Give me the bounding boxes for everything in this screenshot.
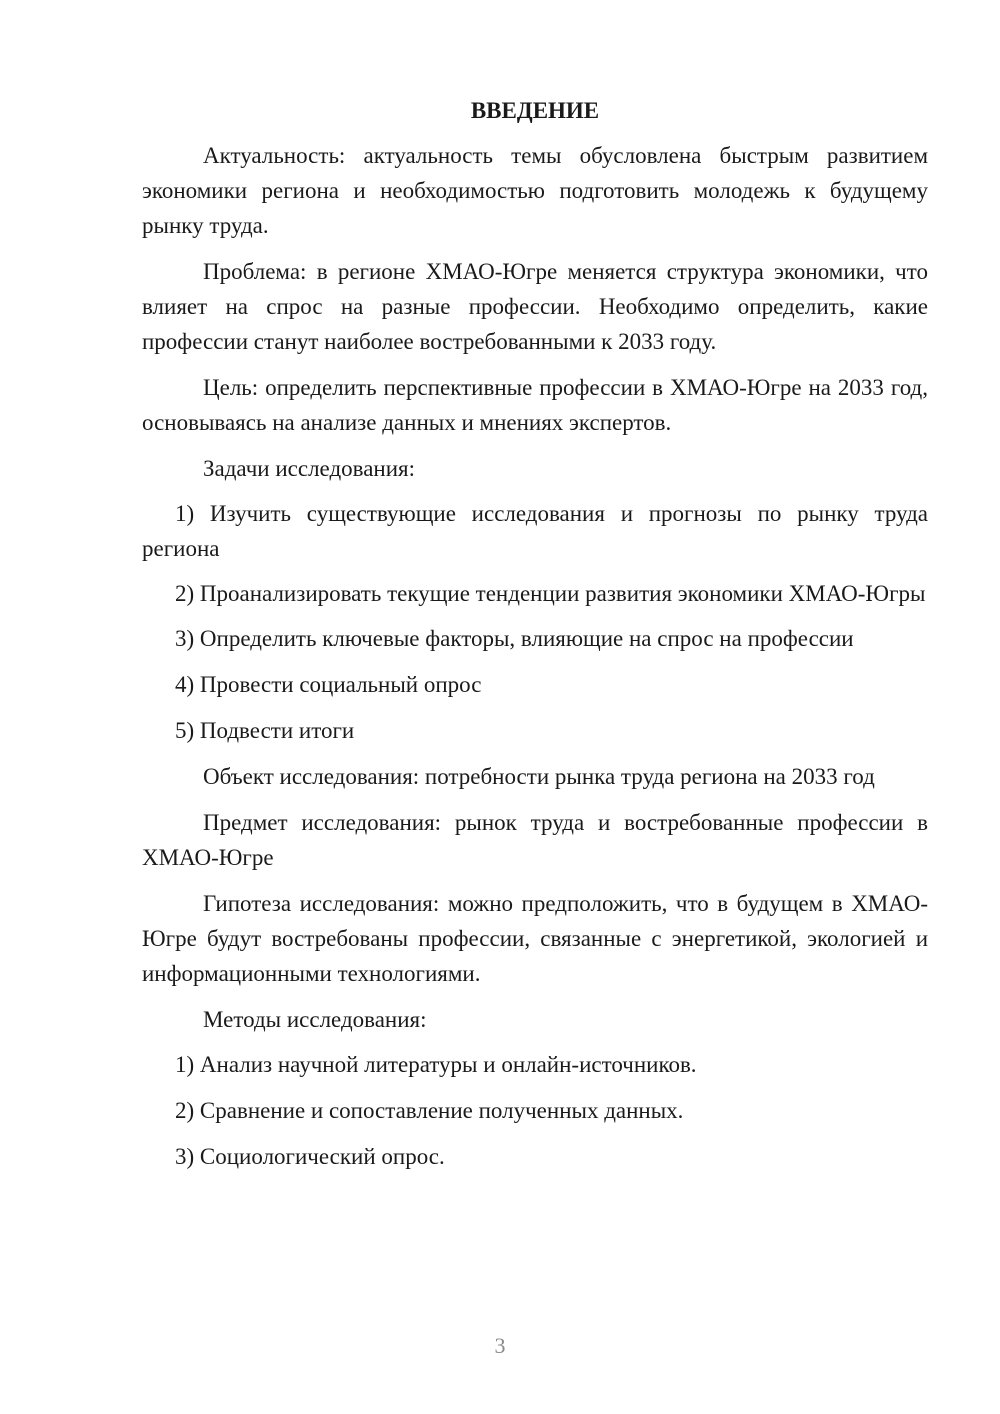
document-page <box>142 93 928 1185</box>
relevance-paragraph: Актуальность: актуальность темы обусловлена быстрым развитием экономики региона и необходимостью подготовить молодежь к будущему рынку труда. <box>142 143 928 238</box>
methods-title: Методы исследования: <box>203 1007 427 1032</box>
goal-paragraph: Цель: определить перспективные профессии в ХМАО-Югре на 2033 год, основываясь на анализе данных и мнениях экспертов. <box>142 375 928 435</box>
task-item-3: 3) Определить ключевые факторы, влияющие на спрос на профессии <box>175 626 854 651</box>
task-item-5: 5) Подвести итоги <box>175 718 355 743</box>
tasks-title: Задачи исследования: <box>203 456 416 481</box>
object-paragraph: Объект исследования: потребности рынка труда региона на 2033 год <box>203 764 875 789</box>
method-item-2: 2) Сравнение и сопоставление полученных данных. <box>175 1098 684 1123</box>
task-item-1: 1) Изучить существующие исследования и прогнозы по рынку труда региона <box>142 501 928 561</box>
method-item-3: 3) Социологический опрос. <box>175 1144 445 1169</box>
hypothesis-paragraph: Гипотеза исследования: можно предположить, что в будущем в ХМАО-Югре будут востребованы профессии, связанные с энергетикой, экологией и информационными технологиями. <box>142 891 928 986</box>
method-item-1: 1) Анализ научной литературы и онлайн-источников. <box>175 1052 697 1077</box>
task-item-4: 4) Провести социальный опрос <box>175 672 482 697</box>
problem-paragraph: Проблема: в регионе ХМАО-Югре меняется структура экономики, что влияет на спрос на разные профессии. Необходимо определить, какие профессии станут наиболее востребованными к 2033 году. <box>142 259 928 354</box>
subject-paragraph: Предмет исследования: рынок труда и востребованные профессии в ХМАО-Югре <box>142 810 928 870</box>
task-item-2: 2) Проанализировать текущие тенденции развития экономики ХМАО-Югры <box>175 581 926 606</box>
document-heading: ВВЕДЕНИЕ <box>470 98 600 123</box>
page-number: 3 <box>494 1333 506 1358</box>
